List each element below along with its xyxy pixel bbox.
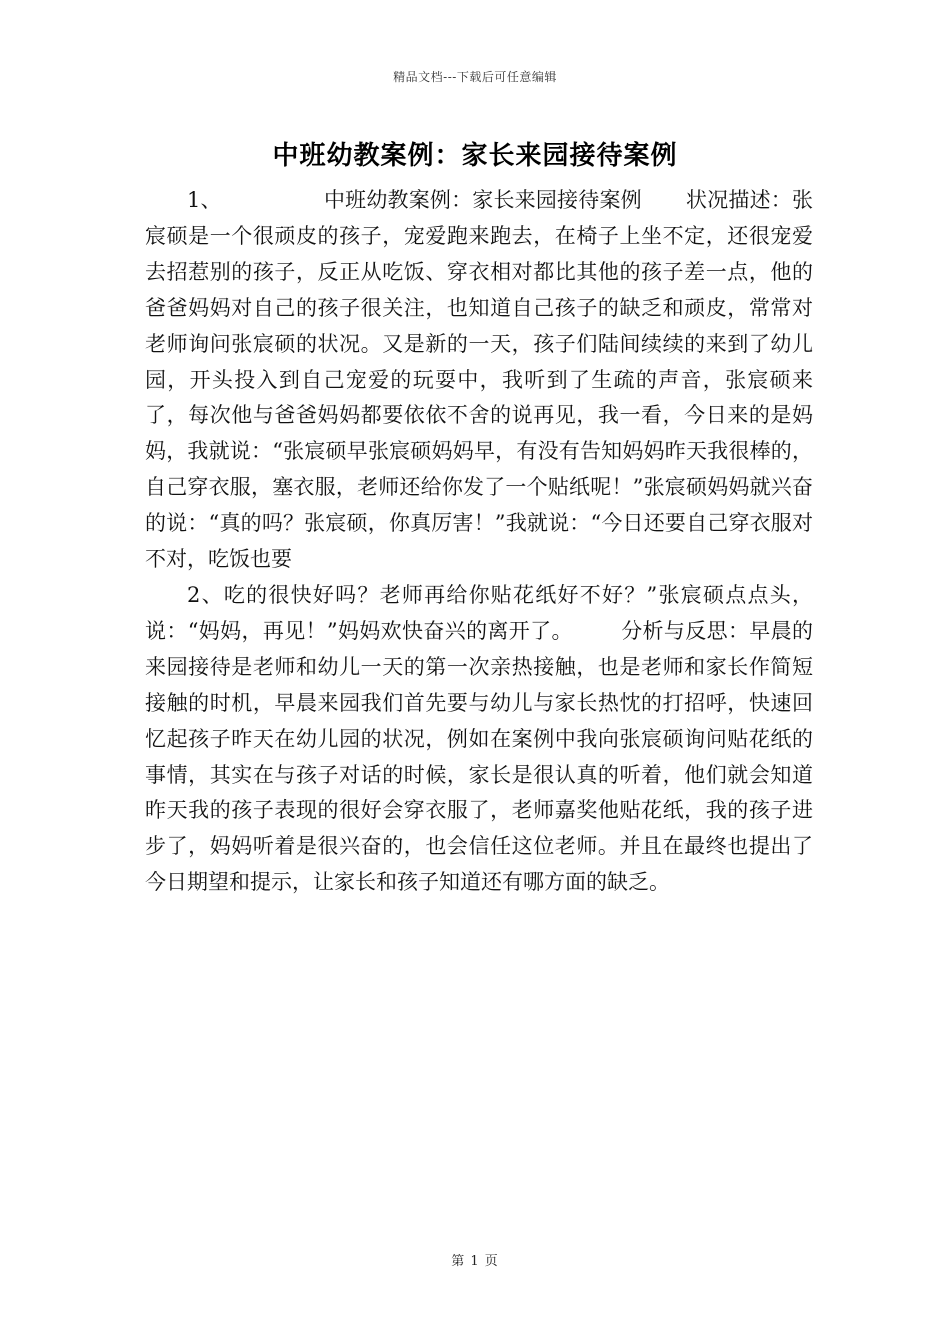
page-number: 第 1 页: [451, 1254, 499, 1269]
paragraph-1-text: 张宸硕是一个很顽皮的孩子，宠爱跑来跑去，在椅子上坐不定，还很宠爱去招惹别的孩子，反正从吃饭、穿衣相对都比其他的孩子差一点，他的爸爸妈妈对自己的孩子很关注，也知道自己孩子的缺乏和顽皮，常常对老师询问张宸硕的状况。又是新的一天，孩子们陆间续续的来到了幼儿园，开头投入到自己宠爱的玩耍中，我听到了生疏的声音，张宸硕来了，每次他与爸爸妈妈都要依依不舍的说再见，我一看，今日来的是妈妈，我就说：“张宸硕早张宸硕妈妈早，有没有告知妈妈昨天我很棒的，自己穿衣服，塞衣服，老师还给你发了一个贴纸呢！”张宸硕妈妈就兴奋的说：“真的吗？张宸硕，你真厉害！”我就说：“今日还要自己穿衣服对不对，吃饭也要: [145, 188, 813, 572]
paragraph-2-text-before: 吃的很快好吗？老师再给你贴花纸好不好？”张宸硕点点头，说：“妈妈，再见！”妈妈欢快奋兴的离开了。: [145, 582, 813, 643]
paragraph-2-text-after: 早晨的来园接待是老师和幼儿一天的第一次亲热接触，也是老师和家长作简短接触的时机，早晨来园我们首先要与幼儿与家长热忱的打招呼，快速回忆起孩子昨天在幼儿园的状况，例如在案例中我向张宸硕询问贴花纸的事情，其实在与孩子对话的时候，家长是很认真的听着，他们就会知道昨天我的孩子表现的很好会穿衣服了，老师嘉奖他贴花纸，我的孩子进步了，妈妈听着是很兴奋的，也会信任这位老师。并且在最终也提出了今日期望和提示，让家长和孩子知道还有哪方面的缺乏。: [145, 618, 813, 895]
header-note: 精品文档---下载后可任意编辑: [393, 70, 557, 84]
document-title: 中班幼教案例：家长来园接待案例: [272, 141, 678, 171]
paragraph-1: [145, 183, 813, 578]
paragraph-1-label: 状况描述：: [685, 188, 792, 212]
paragraph-2-number: 2、: [187, 582, 224, 607]
document-body: [145, 183, 813, 901]
paragraph-2: [145, 578, 813, 901]
paragraph-2-label: 分析与反思：: [620, 618, 750, 643]
paragraph-1-number: 1、: [187, 188, 222, 212]
paragraph-1-heading: 中班幼教案例：家长来园接待案例: [323, 188, 642, 212]
